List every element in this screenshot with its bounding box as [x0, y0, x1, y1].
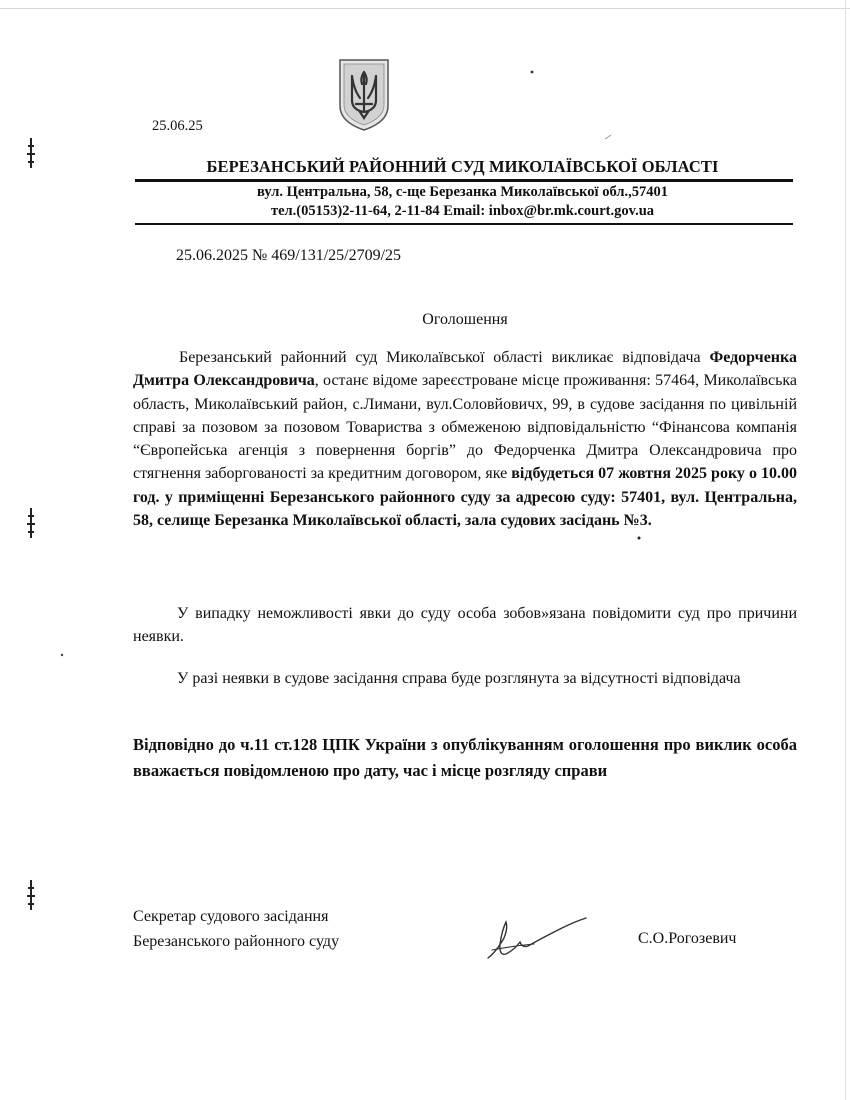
registration-number: 25.06.2025 № 469/131/25/2709/25 [176, 247, 402, 264]
contact-line: тел.(05153)2-11-64, 2-11-84 Email: inbox@br.mk.court.gov.ua [270, 203, 655, 219]
trident-coat-of-arms-icon [336, 56, 392, 132]
signer-position-line: Секретар судового засідання [133, 908, 329, 925]
scan-edge-line [0, 8, 850, 9]
header-rule [135, 223, 793, 225]
signer-position [133, 904, 339, 954]
absence-notice-paragraph: У випадку неможливості явки до суду особа зобов»язана повідомити суд про причини неявки. [133, 605, 797, 646]
default-hearing-paragraph: У разі неявки в судове засідання справа буде розглянута за відсутності відповідача [177, 670, 741, 687]
paragraph-text: Березанський районний суд Миколаївської області викликає відповідача [179, 349, 710, 366]
hearing-details: відбудеться 07 жовтня 2025 року о 10.00 год. у приміщенні Березанського районного суду за адресою суду: 57401, вул. Центральна, 58, селище Березанка Миколаївської області, зала судових засідань №3. [133, 465, 797, 530]
scan-speck [604, 134, 612, 140]
document-title: Оголошення [422, 311, 508, 328]
binder-punch-mark-icon [26, 880, 36, 910]
header-rule [135, 179, 793, 182]
scan-speck [636, 535, 642, 541]
signer-name: С.О.Рогозевич [638, 930, 737, 947]
handwritten-signature-icon [482, 908, 592, 964]
court-name: БЕРЕЗАНСЬКИЙ РАЙОННИЙ СУД МИКОЛАЇВСЬКОЇ ОБЛАСТІ [206, 157, 719, 176]
announcement-paragraph [133, 346, 797, 532]
signer-position-line: Березанського районного суду [133, 933, 340, 950]
address-line: вул. Центральна, 58, с-ще Березанка Миколаївської обл.,57401 [257, 184, 668, 200]
binder-punch-mark-icon [26, 508, 36, 538]
document-date: 25.06.25 [152, 118, 203, 134]
scan-edge-line-right [845, 0, 846, 1100]
scan-speck [60, 653, 64, 657]
scan-speck [530, 70, 534, 74]
legal-basis-paragraph: Відповідно до ч.11 ст.128 ЦПК України з опублікуванням оголошення про виклик особа вважається повідомленою про дату, час і місце розгляду справи [133, 735, 797, 780]
defendant-name: Федорченка Дмитра Олександровича [133, 349, 797, 390]
binder-punch-mark-icon [26, 138, 36, 168]
paragraph-text: , останє відоме зареєстроване місце проживання: 57464, Миколаївська область, Миколаївський район, с.Лимани, вул.Соловйовичх, 99, в судове засідання по цивільній справі за позовом за позовом Товариства з обмеженою відповідальністю “Фінансова компанія “Європейська агенція з повернення боргів” до Федорченка Дмитра Олександровича про стягнення заборгованості за кредитним договором, яке [133, 372, 798, 483]
court-address [135, 183, 790, 221]
